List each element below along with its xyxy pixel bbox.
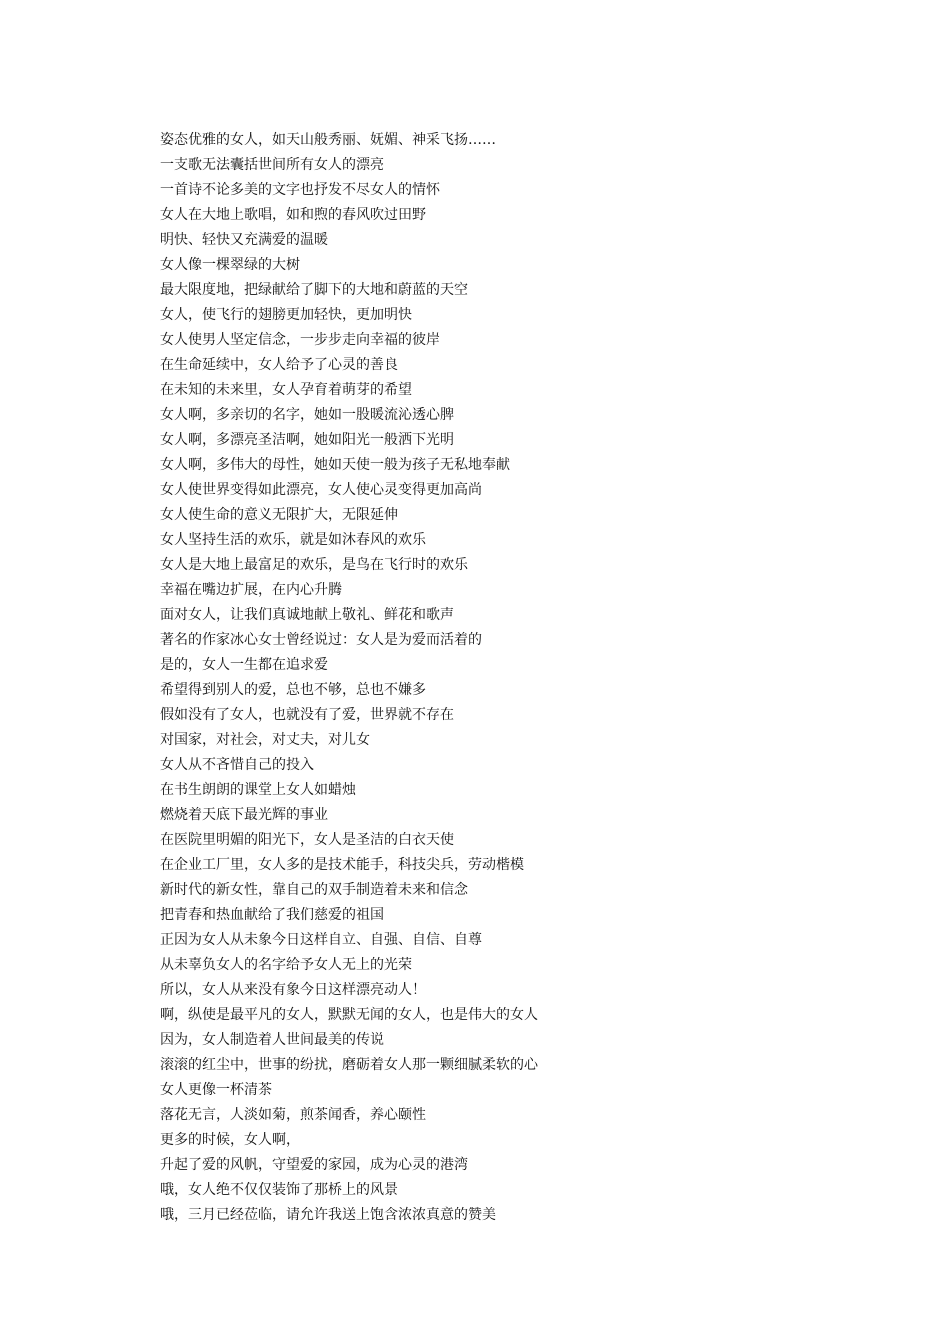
poem-line: 女人更像一杯清茶	[160, 1082, 272, 1098]
poem-line: 明快、轻快又充满爱的温暖	[160, 232, 328, 248]
poem-line: 女人在大地上歌唱，如和煦的春风吹过田野	[160, 207, 426, 223]
poem-line: 升起了爱的风帆，守望爱的家园，成为心灵的港湾	[160, 1157, 468, 1173]
poem-line: 所以，女人从来没有象今日这样漂亮动人！	[160, 982, 426, 998]
poem-line: 哦，三月已经莅临，请允许我送上饱含浓浓真意的赞美	[160, 1207, 496, 1223]
poem-line: 女人从不吝惜自己的投入	[160, 757, 314, 773]
poem-line: 落花无言，人淡如菊，煎茶闻香，养心颐性	[160, 1107, 426, 1123]
poem-line: 在生命延续中，女人给予了心灵的善良	[160, 357, 398, 373]
poem-line: 最大限度地，把绿献给了脚下的大地和蔚蓝的天空	[160, 282, 468, 298]
poem-line: 正因为女人从未象今日这样自立、自强、自信、自尊	[160, 932, 482, 948]
poem-line: 希望得到别人的爱，总也不够，总也不嫌多	[160, 682, 426, 698]
poem-line: 面对女人，让我们真诚地献上敬礼、鲜花和歌声	[160, 607, 454, 623]
poem-line: 啊，纵使是最平凡的女人，默默无闻的女人，也是伟大的女人	[160, 1007, 538, 1023]
poem-line: 哦，女人绝不仅仅装饰了那桥上的风景	[160, 1182, 398, 1198]
poem-line: 燃烧着天底下最光辉的事业	[160, 807, 328, 823]
poem-line: 女人啊，多漂亮圣洁啊，她如阳光一般洒下光明	[160, 432, 454, 448]
poem-line: 更多的时候，女人啊，	[160, 1132, 300, 1148]
poem-line: 姿态优雅的女人，如天山般秀丽、妩媚、神采飞扬……	[160, 132, 496, 148]
poem-line: 女人啊，多亲切的名字，她如一股暖流沁透心脾	[160, 407, 454, 423]
poem-line: 把青春和热血献给了我们慈爱的祖国	[160, 907, 384, 923]
poem-line: 女人使世界变得如此漂亮，女人使心灵变得更加高尚	[160, 482, 482, 498]
poem-line: 滚滚的红尘中，世事的纷扰，磨砺着女人那一颗细腻柔软的心	[160, 1057, 538, 1073]
poem-line: 女人是大地上最富足的欢乐，是鸟在飞行时的欢乐	[160, 557, 468, 573]
poem-line: 在企业工厂里，女人多的是技术能手，科技尖兵，劳动楷模	[160, 857, 524, 873]
poem-line: 女人使男人坚定信念，一步步走向幸福的彼岸	[160, 332, 440, 348]
poem-line: 在书生朗朗的课堂上女人如蜡烛	[160, 782, 356, 798]
poem-line: 从未辜负女人的名字给予女人无上的光荣	[160, 957, 412, 973]
poem-line: 女人像一棵翠绿的大树	[160, 257, 300, 273]
poem-line: 对国家，对社会，对丈夫，对儿女	[160, 732, 370, 748]
poem-line: 一首诗不论多美的文字也抒发不尽女人的情怀	[160, 182, 440, 198]
poem-line: 女人啊，多伟大的母性，她如天使一般为孩子无私地奉献	[160, 457, 510, 473]
poem-line: 女人，使飞行的翅膀更加轻快，更加明快	[160, 307, 412, 323]
poem-line: 著名的作家冰心女士曾经说过：女人是为爱而活着的	[160, 632, 482, 648]
poem-line: 是的，女人一生都在追求爱	[160, 657, 328, 673]
poem-line: 幸福在嘴边扩展，在内心升腾	[160, 582, 342, 598]
poem-line: 在未知的未来里，女人孕育着萌芽的希望	[160, 382, 412, 398]
poem-line: 新时代的新女性，靠自己的双手制造着未来和信念	[160, 882, 468, 898]
poem-line: 一支歌无法囊括世间所有女人的漂亮	[160, 157, 384, 173]
poem-line: 女人坚持生活的欢乐，就是如沐春风的欢乐	[160, 532, 426, 548]
poem-line: 女人使生命的意义无限扩大，无限延伸	[160, 507, 398, 523]
poem-text-block	[160, 128, 860, 1228]
poem-line: 在医院里明媚的阳光下，女人是圣洁的白衣天使	[160, 832, 454, 848]
poem-line: 因为，女人制造着人世间最美的传说	[160, 1032, 384, 1048]
poem-line: 假如没有了女人，也就没有了爱，世界就不存在	[160, 707, 454, 723]
